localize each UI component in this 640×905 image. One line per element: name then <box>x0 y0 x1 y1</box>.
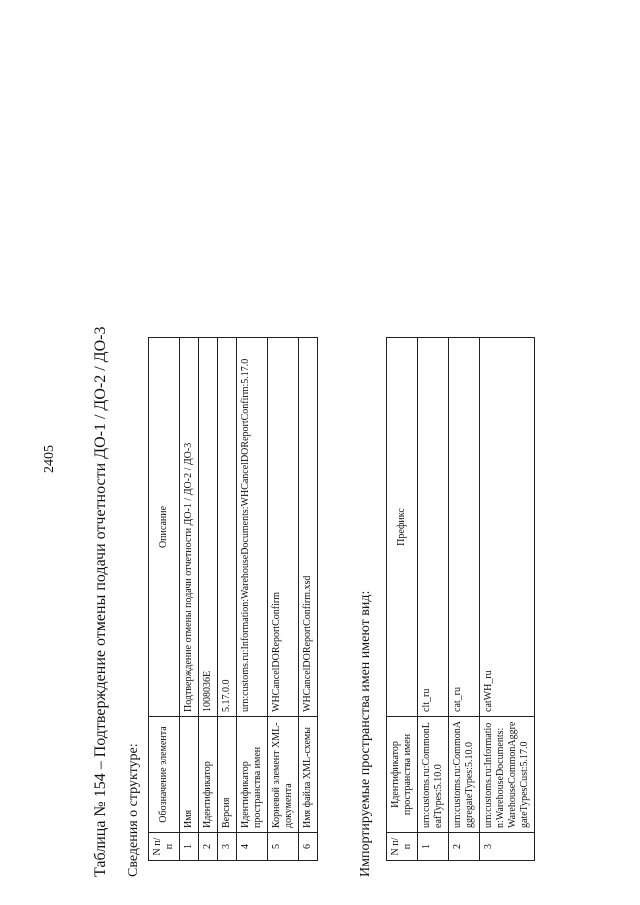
table-row <box>199 338 218 861</box>
element-description: 5.17.0.0 <box>218 338 237 717</box>
namespace-prefix: cat_ru <box>449 338 480 717</box>
row-number: 5 <box>268 833 299 861</box>
table-row <box>237 338 268 861</box>
namespace-identifier: urn:customs.ru:CommonAggregateTypes:5.10.0 <box>449 717 480 833</box>
namespaces-heading: Импортируемые пространства имен имеют вид: <box>358 590 373 877</box>
namespace-identifier: urn:customs.ru:CommonLeafTypes:5.10.0 <box>418 717 449 833</box>
header-cell: N п/п <box>149 833 180 861</box>
header-cell: Описание <box>149 338 180 717</box>
element-label: Идентификатор <box>199 717 218 833</box>
element-description: WHCancelDOReportConfirm.xsd <box>299 338 318 717</box>
namespace-prefix: clt_ru <box>418 338 449 717</box>
namespace-prefix: catWH_ru <box>480 338 535 717</box>
element-label: Имя файла XML-схемы <box>299 717 318 833</box>
page-number: 2405 <box>42 445 57 473</box>
row-number: 1 <box>418 833 449 861</box>
namespaces-table <box>386 337 535 861</box>
row-number: 3 <box>480 833 535 861</box>
element-description: WHCancelDOReportConfirm <box>268 338 299 717</box>
structure-table <box>148 337 318 861</box>
table-row <box>449 338 480 861</box>
row-number: 6 <box>299 833 318 861</box>
row-number: 1 <box>180 833 199 861</box>
row-number: 2 <box>199 833 218 861</box>
table-row <box>480 338 535 861</box>
structure-heading: Сведения о структуре: <box>126 743 141 877</box>
structure-table-header-row <box>149 338 180 861</box>
row-number: 3 <box>218 833 237 861</box>
element-description: urn:customs.ru:Information:WarehouseDocuments:WHCancelDOReportConfirm:5.17.0 <box>237 338 268 717</box>
row-number: 2 <box>449 833 480 861</box>
namespace-identifier: urn:customs.ru:Information:WarehouseDocuments:WarehouseCommonAggregateTypesCust:5.17.0 <box>480 717 535 833</box>
element-label: Версия <box>218 717 237 833</box>
namespaces-table-header-row <box>387 338 418 861</box>
element-description: 1008036E <box>199 338 218 717</box>
table-row <box>268 338 299 861</box>
table-row <box>299 338 318 861</box>
table-row <box>418 338 449 861</box>
element-label: Корневой элемент XML-документа <box>268 717 299 833</box>
header-cell: Идентификатор пространства имен <box>387 717 418 833</box>
row-number: 4 <box>237 833 268 861</box>
element-description: Подтверждение отмены подачи отчетности ДО-1 / ДО-2 / ДО-3 <box>180 338 199 717</box>
header-cell: N п/п <box>387 833 418 861</box>
table-row <box>218 338 237 861</box>
header-cell: Обозначение элемента <box>149 717 180 833</box>
element-label: Идентификатор пространства имен <box>237 717 268 833</box>
table-title: Таблица № 154 – Подтверждение отмены подачи отчетности ДО-1 / ДО-2 / ДО-3 <box>92 326 109 877</box>
element-label: Имя <box>180 717 199 833</box>
table-row <box>180 338 199 861</box>
header-cell: Префикс <box>387 338 418 717</box>
